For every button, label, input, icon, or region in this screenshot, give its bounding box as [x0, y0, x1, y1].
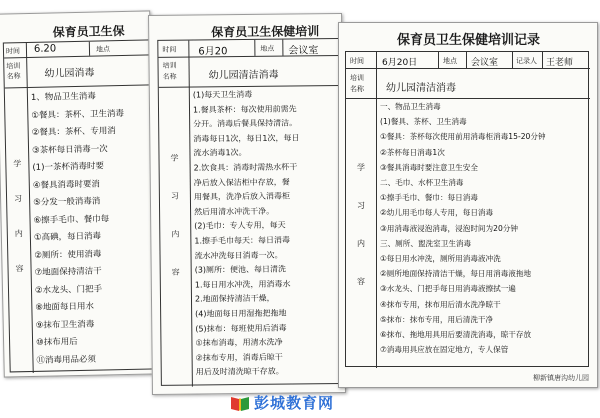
book-logo-icon — [230, 394, 250, 412]
training-sheet-1 — [0, 10, 158, 377]
body-line: 消毒每日1次，每日1次，每日 — [193, 133, 300, 144]
sheet-1-name-label-1: 培训 — [6, 62, 21, 71]
body-line: 三、厕所、盥洗室卫生消毒 — [380, 238, 472, 248]
body-line: 二、毛巾、水杯卫生消毒 — [380, 178, 464, 187]
sheet-3-content-label-2: 习 — [357, 201, 365, 210]
sheet-3-recorder-value: 王老师 — [546, 58, 574, 68]
sheet-2-place-value: 会议室 — [288, 45, 319, 57]
body-line: 1、物品卫生消毒 — [30, 91, 96, 103]
body-line: ⑥抹布、拖地用具用后要清洗消毒，晾干存放 — [380, 330, 532, 339]
body-line: ②幼儿用毛巾每人专用，每日消毒 — [380, 208, 494, 218]
training-sheet-3 — [338, 22, 598, 388]
sheet-1-time-label: 时间 — [5, 47, 21, 56]
body-line: ⑤抹布：抹布专用，用后清洗干净 — [380, 314, 494, 324]
sheet-2-name-label-2: 名称 — [162, 72, 177, 81]
sheet-2-content-label-2: 习 — [170, 191, 179, 201]
sheet-3-name-value: 幼儿园清洁消毒 — [386, 83, 456, 94]
body-line: 分开。消毒后餐具保持清洁。 — [193, 118, 298, 129]
body-line: ⑦消毒用具应放在固定地方，专人保管 — [380, 345, 509, 355]
sheet-1-content-label-4: 容 — [15, 264, 24, 274]
body-line: 流水冲洗每日消毒一次。 — [194, 250, 283, 261]
body-line: ①抹布消毒，用清水洗净 — [195, 337, 283, 348]
sheet-1-place-label: 地点 — [95, 45, 111, 54]
body-line: 2.饮食具：消毒时需热水杯干 — [193, 162, 298, 173]
site-name: 彭城教育网 — [254, 394, 335, 412]
body-line: ③水龙头、门把手每日用消毒液擦拭一遍 — [380, 284, 516, 294]
body-line: ①高碘，每日消毒 — [33, 231, 102, 243]
sheet-3-table — [345, 51, 589, 367]
sheet-2-table — [157, 38, 343, 386]
sheet-1-title: 保育员卫生保 — [52, 23, 125, 40]
sheet-3-name-label-2: 名称 — [350, 85, 364, 93]
sheet-3-content-label-1: 学 — [357, 163, 365, 172]
sheet-1-name-label-2: 名称 — [6, 72, 21, 81]
body-line: (1)每天卫生消毒 — [192, 89, 253, 100]
sheet-2-content-label-3: 内 — [171, 229, 180, 239]
body-line: (5)抹布：每班使用后消毒 — [195, 323, 287, 334]
body-line: 净后放入保洁柜中存放，餐 — [193, 177, 290, 188]
sheet-2-time-label: 时间 — [162, 45, 177, 54]
sheet-1-time-value: 6.20 — [33, 43, 57, 55]
body-line: ③餐具消毒时要注意卫生安全 — [380, 162, 478, 172]
sheet-3-time-label: 时间 — [350, 57, 364, 65]
sheet-2-content-label-4: 容 — [171, 267, 180, 277]
body-line: ①餐具：茶杯、卫生消毒 — [31, 108, 125, 121]
body-line: ②抹布专用，消毒后晾干 — [195, 352, 283, 363]
body-line: ③茶杯每日消毒一次 — [31, 143, 108, 156]
sheet-3-content-label-4: 容 — [357, 277, 365, 286]
body-line: 用餐具，洗净后放入消毒柜 — [193, 191, 290, 202]
body-line: ⑧地面每日用水 — [35, 301, 95, 313]
body-line: ⑪消毒用品必须 — [36, 354, 97, 366]
body-line: 1.擦手毛巾每天：每日消毒 — [194, 235, 291, 246]
sheet-2-place-label: 地点 — [260, 44, 275, 53]
body-line: ④餐具消毒时要消 — [32, 179, 101, 191]
training-sheet-2 — [148, 13, 346, 395]
body-line: 用后及时清洗晾干存放。 — [195, 367, 284, 377]
sheet-3-content-label-3: 内 — [357, 239, 365, 248]
body-line: 2.地面保持清洁干燥， — [194, 294, 275, 304]
body-line: ②厕所地面保持清洁干燥，每日用消毒液拖地 — [380, 269, 532, 279]
body-line: 一、物品卫生消毒 — [380, 102, 441, 111]
body-line: ⑥擦手毛巾、餐巾每 — [33, 213, 110, 226]
sheet-3-footer-note: 柳新镇唐沟幼儿园 — [533, 374, 589, 382]
body-line: ②厕所：使用消毒 — [34, 249, 102, 261]
body-line: 然后用清水冲洗干净。 — [194, 206, 275, 217]
body-line: (2)毛巾：专人专用，每天 — [194, 220, 286, 231]
sheet-3-time-value: 6月20日 — [382, 58, 418, 68]
body-line: ⑦地面保持清洁干 — [34, 266, 102, 278]
body-line: ①擦手毛巾、餐巾：每日消毒 — [380, 193, 478, 203]
sheet-1-table — [3, 39, 158, 372]
body-line: (3)厕所：便池、每日清洗 — [194, 264, 287, 275]
sheet-2-content-label-1: 学 — [170, 153, 179, 163]
sheet-2-title: 保育员卫生保健培训 — [211, 24, 320, 40]
sheet-1-content-label-1: 学 — [13, 159, 22, 169]
body-line: ③用消毒液浸泡消毒，浸泡时间为20分钟 — [380, 223, 518, 233]
body-line: (1)餐具、茶杯、卫生消毒 — [380, 117, 467, 127]
body-line: ②餐具：茶杯、专用消 — [31, 126, 116, 138]
body-line: ⑨抹布卫生消毒 — [35, 319, 95, 331]
sheet-2-time-value: 6月20 — [198, 46, 228, 58]
sheet-3-name-label-1: 培训 — [350, 74, 364, 82]
body-line: ①餐具：茶杯每次使用前用消毒柜消毒15-20分钟 — [380, 132, 546, 142]
sheet-2-name-value: 幼儿园清洁消毒 — [208, 69, 279, 82]
body-line: 流水消毒1次。 — [193, 148, 247, 158]
body-line: (4)地面每日用湿拖把拖地 — [195, 308, 287, 319]
site-logo — [230, 392, 334, 413]
body-line: (1)一茶杯消毒时要 — [32, 161, 105, 173]
body-line: 1.每日用水冲洗，用消毒水 — [194, 279, 291, 290]
sheet-3-recorder-label: 记录人 — [516, 57, 537, 65]
sheet-3-place-label: 地点 — [443, 57, 457, 65]
sheet-1-content-label-3: 内 — [14, 229, 23, 239]
sheet-1-name-value: 幼儿园消毒 — [44, 67, 95, 80]
body-line: ④抹布专用，抹布用后清水洗净晾干 — [380, 299, 501, 309]
body-line: ⑩抹布用后 — [36, 337, 78, 348]
sheet-2-name-label-1: 培训 — [162, 61, 177, 70]
body-line: 1.餐具茶杯：每次使用前需先 — [192, 104, 297, 115]
sheet-1-content-label-2: 习 — [13, 194, 23, 204]
body-line: ②茶杯每日消毒1次 — [380, 147, 445, 157]
body-line: ②水龙头、门把手 — [34, 283, 103, 296]
body-line: ⑤分发一般消毒消 — [33, 196, 101, 208]
sheet-3-title: 保育员卫生保健培训记录 — [397, 33, 541, 48]
sheet-3-place-value: 会议室 — [471, 58, 499, 68]
body-line: ①每日用水冲洗，厕所用消毒液冲洗 — [380, 254, 501, 263]
